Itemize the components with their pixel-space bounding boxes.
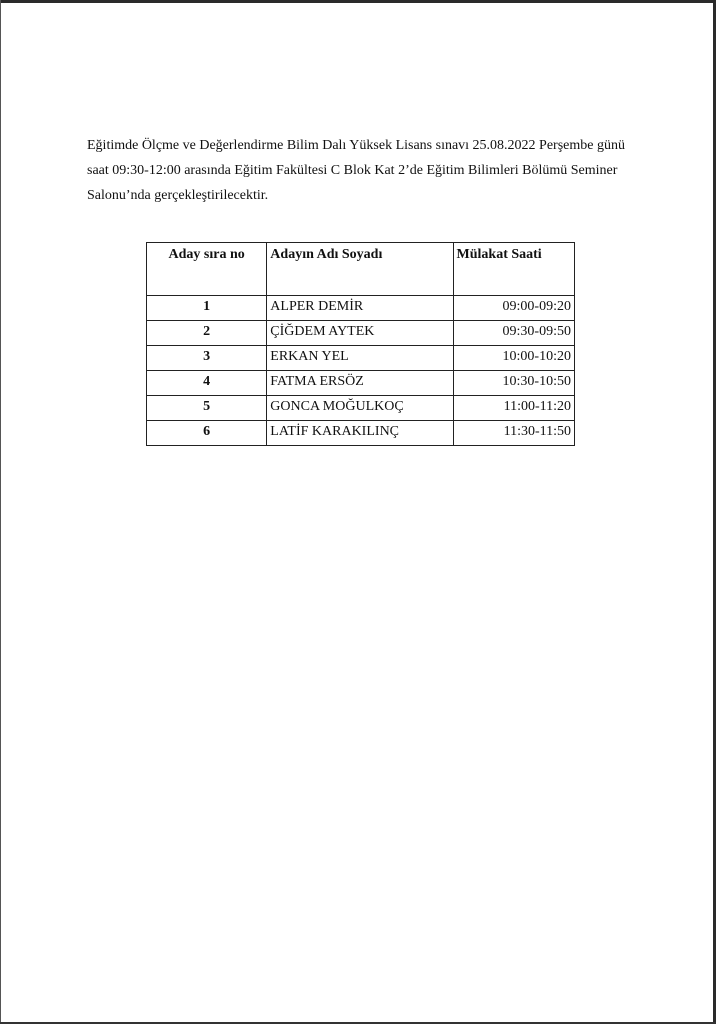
header-candidate-name: Adayın Adı Soyadı — [267, 243, 453, 296]
candidate-no: 2 — [147, 321, 267, 346]
candidate-no: 5 — [147, 396, 267, 421]
interview-time: 09:00-09:20 — [453, 296, 574, 321]
candidate-no: 4 — [147, 371, 267, 396]
candidate-name: LATİF KARAKILINÇ — [267, 421, 453, 446]
table-row — [147, 296, 575, 321]
interview-schedule-table — [146, 242, 575, 446]
paragraph-line: saat 09:30-12:00 arasında Eğitim Fakültesi C Blok Kat 2’de Eğitim Bilimleri Bölümü Seminer — [87, 163, 618, 178]
interview-time: 11:30-11:50 — [453, 421, 574, 446]
candidate-no: 1 — [147, 296, 267, 321]
table-row — [147, 321, 575, 346]
interview-time: 09:30-09:50 — [453, 321, 574, 346]
candidate-name: ERKAN YEL — [267, 346, 453, 371]
table-row — [147, 421, 575, 446]
interview-time: 10:30-10:50 — [453, 371, 574, 396]
scan-border-top — [0, 0, 716, 3]
candidate-no: 6 — [147, 421, 267, 446]
scan-border-left — [0, 0, 1, 1024]
candidate-name: FATMA ERSÖZ — [267, 371, 453, 396]
interview-time: 10:00-10:20 — [453, 346, 574, 371]
header-interview-time: Mülakat Saati — [453, 243, 574, 296]
candidate-name: ÇİĞDEM AYTEK — [267, 321, 453, 346]
header-candidate-no: Aday sıra no — [147, 243, 267, 296]
interview-time: 11:00-11:20 — [453, 396, 574, 421]
candidate-no: 3 — [147, 346, 267, 371]
table-row — [147, 396, 575, 421]
table-row — [147, 346, 575, 371]
candidate-name: GONCA MOĞULKOÇ — [267, 396, 453, 421]
paragraph-line: Salonu’nda gerçekleştirilecektir. — [87, 188, 269, 203]
table-row — [147, 371, 575, 396]
paragraph-line: Eğitimde Ölçme ve Değerlendirme Bilim Dalı Yüksek Lisans sınavı 25.08.2022 Perşembe günü — [87, 138, 625, 153]
table-header-row — [147, 243, 575, 296]
candidate-name: ALPER DEMİR — [267, 296, 453, 321]
announcement-paragraph — [87, 133, 647, 208]
